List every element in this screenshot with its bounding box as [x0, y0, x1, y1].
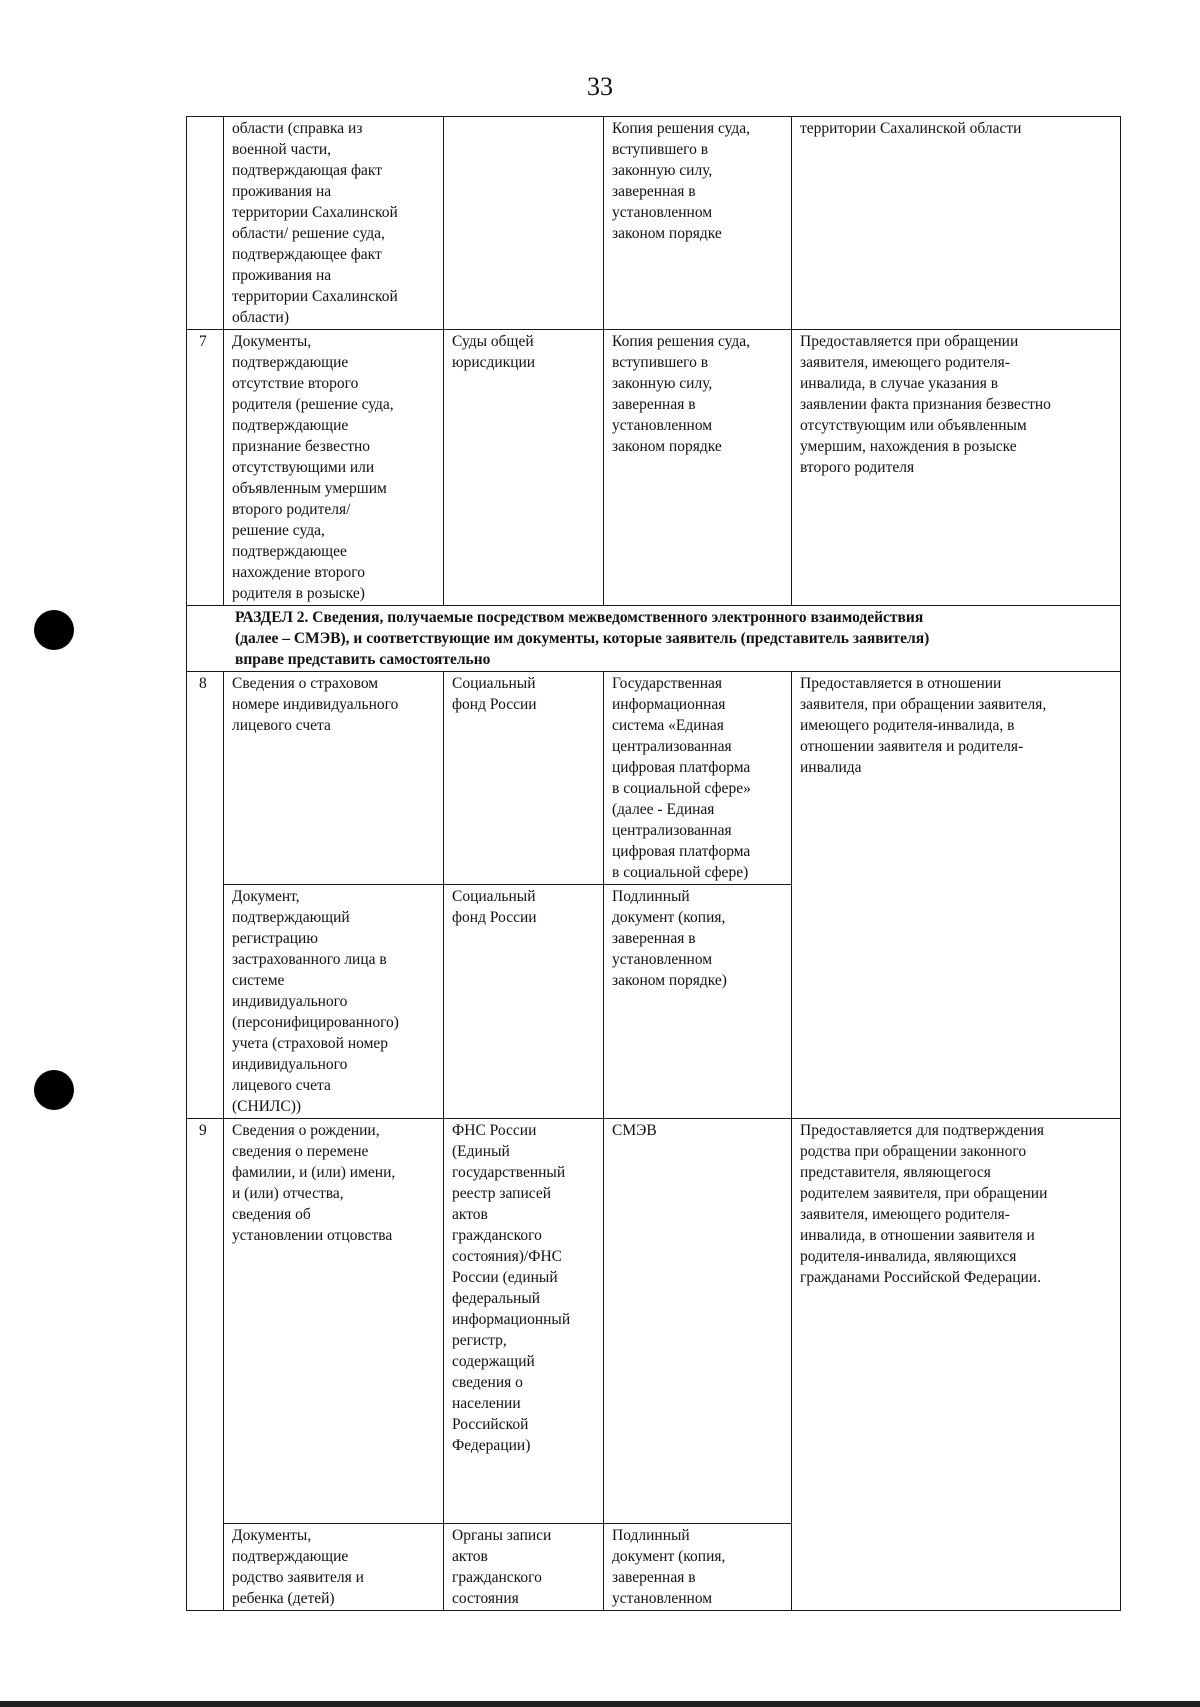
row-number: 9 [187, 1119, 224, 1611]
note-cell: Предоставляется при обращении заявителя, имеющего родителя- инвалида, в случае указания в заявлении факта признания безвестно отсутствующим или объявленным умершим, нахождения в розыске второго родителя [792, 330, 1121, 606]
table-row [187, 117, 1121, 330]
document-cell: Документ, подтверждающий регистрацию застрахованного лица в системе индивидуального (персонифицированного) учета (страховой номер индивидуального лицевого счета (СНИЛС)) [224, 885, 444, 1119]
document-cell: Документы, подтверждающие родство заявителя и ребенка (детей) [224, 1524, 444, 1611]
row-number [187, 117, 224, 330]
scan-bottom-edge [0, 1701, 1200, 1707]
section-heading-text: РАЗДЕЛ 2. Сведения, получаемые посредством межведомственного электронного взаимодействия (далее – СМЭВ), и соответствующие им документы, которые заявитель (представитель заявителя) вправе представить самостоятельно [235, 609, 930, 668]
note-cell: Предоставляется для подтверждения родства при обращении законного представителя, являющегося родителем заявителя, при обращении заявителя, имеющего родителя- инвалида, в отношении заявителя и родителя-инвалида, являющихся гражданами Российской Федерации. [792, 1119, 1121, 1611]
form-cell: Подлинный документ (копия, заверенная в установленном [604, 1524, 792, 1611]
form-cell: Подлинный документ (копия, заверенная в установленном законом порядке) [604, 885, 792, 1119]
form-cell: Копия решения суда, вступившего в законную силу, заверенная в установленном законом порядке [604, 117, 792, 330]
source-cell: Социальный фонд России [444, 885, 604, 1119]
document-cell: области (справка из военной части, подтверждающая факт проживания на территории Сахалинской области/ решение суда, подтверждающее факт проживания на территории Сахалинской области) [224, 117, 444, 330]
table-row [187, 330, 1121, 606]
row-number: 8 [187, 672, 224, 1119]
document-cell: Сведения о страховом номере индивидуального лицевого счета [224, 672, 444, 885]
punch-hole [34, 610, 74, 650]
note-cell: Предоставляется в отношении заявителя, при обращении заявителя, имеющего родителя-инвалида, в отношении заявителя и родителя- инвалида [792, 672, 1121, 1119]
table-row [187, 1119, 1121, 1524]
section-heading-row [187, 606, 1121, 672]
documents-table [186, 116, 1121, 1611]
punch-hole [34, 1070, 74, 1110]
row-number: 7 [187, 330, 224, 606]
form-cell: СМЭВ [604, 1119, 792, 1524]
form-cell: Государственная информационная система «Единая централизованная цифровая платформа в социальной сфере» (далее - Единая централизованная цифровая платформа в социальной сфере) [604, 672, 792, 885]
source-cell: ФНС России (Единый государственный реестр записей актов гражданского состояния)/ФНС России (единый федеральный информационный регистр, содержащий сведения о населении Российской Федерации) [444, 1119, 604, 1524]
note-cell: территории Сахалинской области [792, 117, 1121, 330]
document-cell: Документы, подтверждающие отсутствие второго родителя (решение суда, подтверждающие признание безвестно отсутствующими или объявленным умершим второго родителя/ решение суда, подтверждающее нахождение второго родителя в розыске) [224, 330, 444, 606]
page-number: 33 [587, 72, 613, 101]
source-cell [444, 117, 604, 330]
form-cell: Копия решения суда, вступившего в законную силу, заверенная в установленном законом порядке [604, 330, 792, 606]
source-cell: Социальный фонд России [444, 672, 604, 885]
table-row [187, 672, 1121, 885]
section-heading [187, 606, 1121, 672]
document-cell: Сведения о рождении, сведения о перемене фамилии, и (или) имени, и (или) отчества, сведения об установлении отцовства [224, 1119, 444, 1524]
source-cell: Органы записи актов гражданского состояния [444, 1524, 604, 1611]
source-cell: Суды общей юрисдикции [444, 330, 604, 606]
